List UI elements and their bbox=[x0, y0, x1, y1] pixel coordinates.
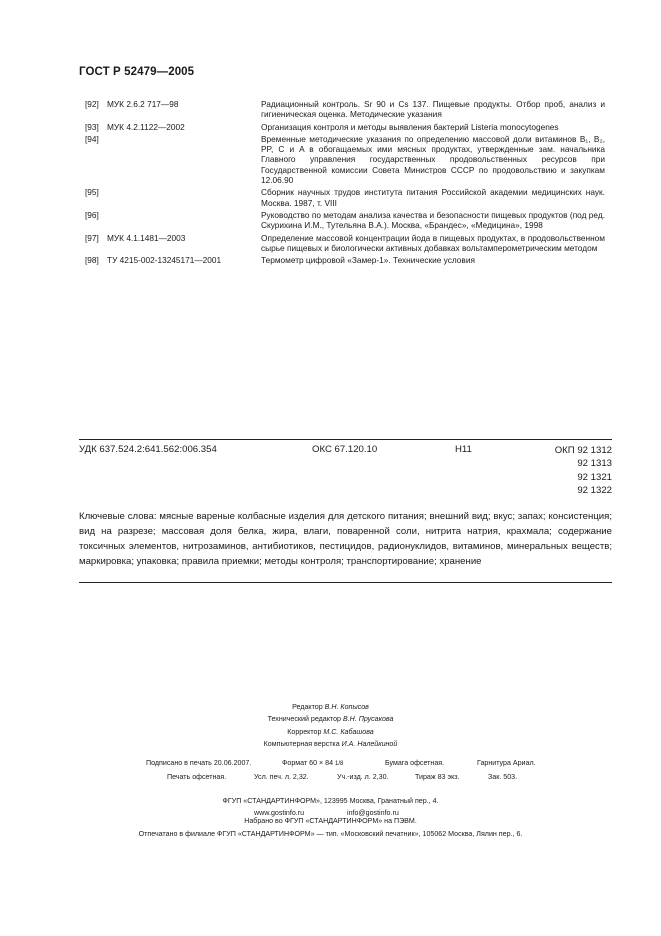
paper-type: Бумага офсетная. bbox=[385, 759, 445, 767]
reference-description: Сборник научных трудов института питания Российской академии медицинских наук. Москва. 1987, т. VIII bbox=[261, 187, 605, 208]
okp-codes bbox=[555, 444, 612, 497]
reference-description: Термометр цифровой «Замер-1». Технические условия bbox=[261, 255, 475, 266]
reference-item bbox=[85, 233, 605, 254]
credit-layout bbox=[0, 738, 661, 750]
credit-proofreader bbox=[0, 726, 661, 738]
printing-method: Печать офсетная. bbox=[167, 773, 227, 781]
email-link: info@gostinfo.ru bbox=[347, 809, 399, 817]
okp-code: 92 1322 bbox=[577, 484, 612, 496]
keywords: Ключевые слова: мясные вареные колбасные изделия для детского питания; внешний вид; вкус; запах; консистенция; вид на разрезе; массовая доля белка, жира, влаги, поваренной соли, нитрита натрия, крахмала; содержание токсичных элементов, нитрозаминов, антибиотиков, пестицидов, радионуклидов, витаминов, минеральных веществ; маркировка; упаковка; правила приемки; методы контроля; транспортирование; хранение bbox=[79, 511, 612, 567]
printed-note: Отпечатано в филиале ФГУП «СТАНДАРТИНФОРМ» — тип. «Московский печатник», 105062 Москва, Лялин пер., 6. bbox=[138, 830, 523, 838]
reference-code: МУК 4.2.1122—2002 bbox=[107, 121, 185, 132]
reference-item bbox=[85, 99, 605, 120]
reference-description: Организация контроля и методы выявления бактерий Listeria monocytogenes bbox=[261, 121, 559, 132]
reference-number: [95] bbox=[85, 187, 99, 198]
paper-format: Формат 60 × 84 1/8 bbox=[282, 759, 344, 767]
reference-description: Руководство по методам анализа качества и безопасности пищевых продуктов (под ред. Скурихина И.М., Тутельяна В.А.). Москва, «Брандес», «Медицина», 1998 bbox=[261, 209, 605, 231]
credit-name: М.С. Кабашова bbox=[323, 727, 374, 736]
credit-role: Технический редактор bbox=[267, 715, 341, 724]
signed-date: Подписано в печать 20.06.2007. bbox=[146, 759, 252, 767]
format-fraction: 1/8 bbox=[335, 761, 344, 767]
reference-description: Определение массовой концентрации йода в пищевых продуктах, в продовольственном сырье пищевых и биологически активных добавках вольтамперометрическим методом bbox=[261, 232, 605, 253]
reference-description: Радиационный контроль. Sr 90 и Cs 137. Пищевые продукты. Отбор проб, анализ и гигиеническая оценка. Методические указания bbox=[261, 99, 605, 120]
typeset-note: Набрано во ФГУП «СТАНДАРТИНФОРМ» на ПЭВМ. bbox=[244, 817, 417, 825]
udk-code: УДК 637.524.2:641.562:006.354 bbox=[79, 444, 217, 455]
reference-item bbox=[85, 210, 605, 231]
reference-item bbox=[85, 122, 605, 132]
credit-role: Редактор bbox=[292, 703, 323, 711]
reference-list bbox=[85, 99, 605, 267]
reference-code: ТУ 4215-002-13245171—2001 bbox=[107, 255, 222, 266]
print-info-line-2 bbox=[0, 771, 661, 784]
print-run: Тираж 83 экз. bbox=[415, 773, 460, 781]
reference-code: МУК 4.1.1481—2003 bbox=[107, 232, 186, 243]
reference-number: [96] bbox=[85, 209, 99, 220]
printed-sheets: Усл. печ. л. 2,32. bbox=[254, 773, 309, 781]
reference-item bbox=[85, 187, 605, 208]
oks-code: ОКС 67.120.10 bbox=[312, 444, 378, 455]
reference-number: [92] bbox=[85, 99, 99, 109]
credits bbox=[0, 701, 661, 751]
credit-name: В.Н. Копысов bbox=[324, 703, 369, 711]
okp-code: 92 1321 bbox=[577, 471, 612, 483]
credit-editor bbox=[0, 701, 661, 713]
reference-number: [94] bbox=[85, 133, 99, 144]
divider-top bbox=[79, 439, 612, 440]
okp-code: ОКП 92 1312 bbox=[554, 445, 612, 456]
typeface: Гарнитура Ариал. bbox=[477, 759, 536, 767]
reference-number: [93] bbox=[85, 121, 99, 132]
credit-tech-editor bbox=[0, 713, 661, 725]
website-link: www.gostinfo.ru bbox=[254, 809, 305, 817]
reference-item bbox=[85, 134, 605, 185]
reference-number: [97] bbox=[85, 232, 99, 243]
print-info-line-1 bbox=[0, 757, 661, 770]
okp-code: 92 1313 bbox=[577, 458, 612, 470]
reference-number: [98] bbox=[85, 255, 99, 266]
reference-item bbox=[85, 255, 605, 265]
group-code: Н11 bbox=[455, 444, 472, 455]
reference-description: Временные методические указания по определению массовой доли витаминов B₁, B₂, PP, C и A в обогащаемых ими мясных продуктах, утвержденные зам. начальника Главного управления государственных продовольственных ресурсов при Государственной комиссии Совета Министров СССР по продовольствию и закупкам 12.06.90 bbox=[261, 133, 605, 186]
publisher-address: ФГУП «СТАНДАРТИНФОРМ», 123995 Москва, Гранатный пер., 4. bbox=[222, 797, 439, 805]
credit-role: Компьютерная верстка bbox=[263, 740, 340, 749]
publishing-sheets: Уч.-изд. л. 2,30. bbox=[337, 773, 389, 781]
credit-name: В.Н. Прусакова bbox=[342, 715, 394, 724]
credit-role: Корректор bbox=[287, 727, 322, 736]
order-number: Зак. 503. bbox=[488, 773, 518, 781]
credit-name: И.А. Налейкиной bbox=[341, 740, 398, 749]
document-title: ГОСТ Р 52479—2005 bbox=[79, 66, 195, 78]
divider-bottom bbox=[79, 582, 612, 583]
reference-code: МУК 2.6.2 717—98 bbox=[107, 99, 179, 109]
